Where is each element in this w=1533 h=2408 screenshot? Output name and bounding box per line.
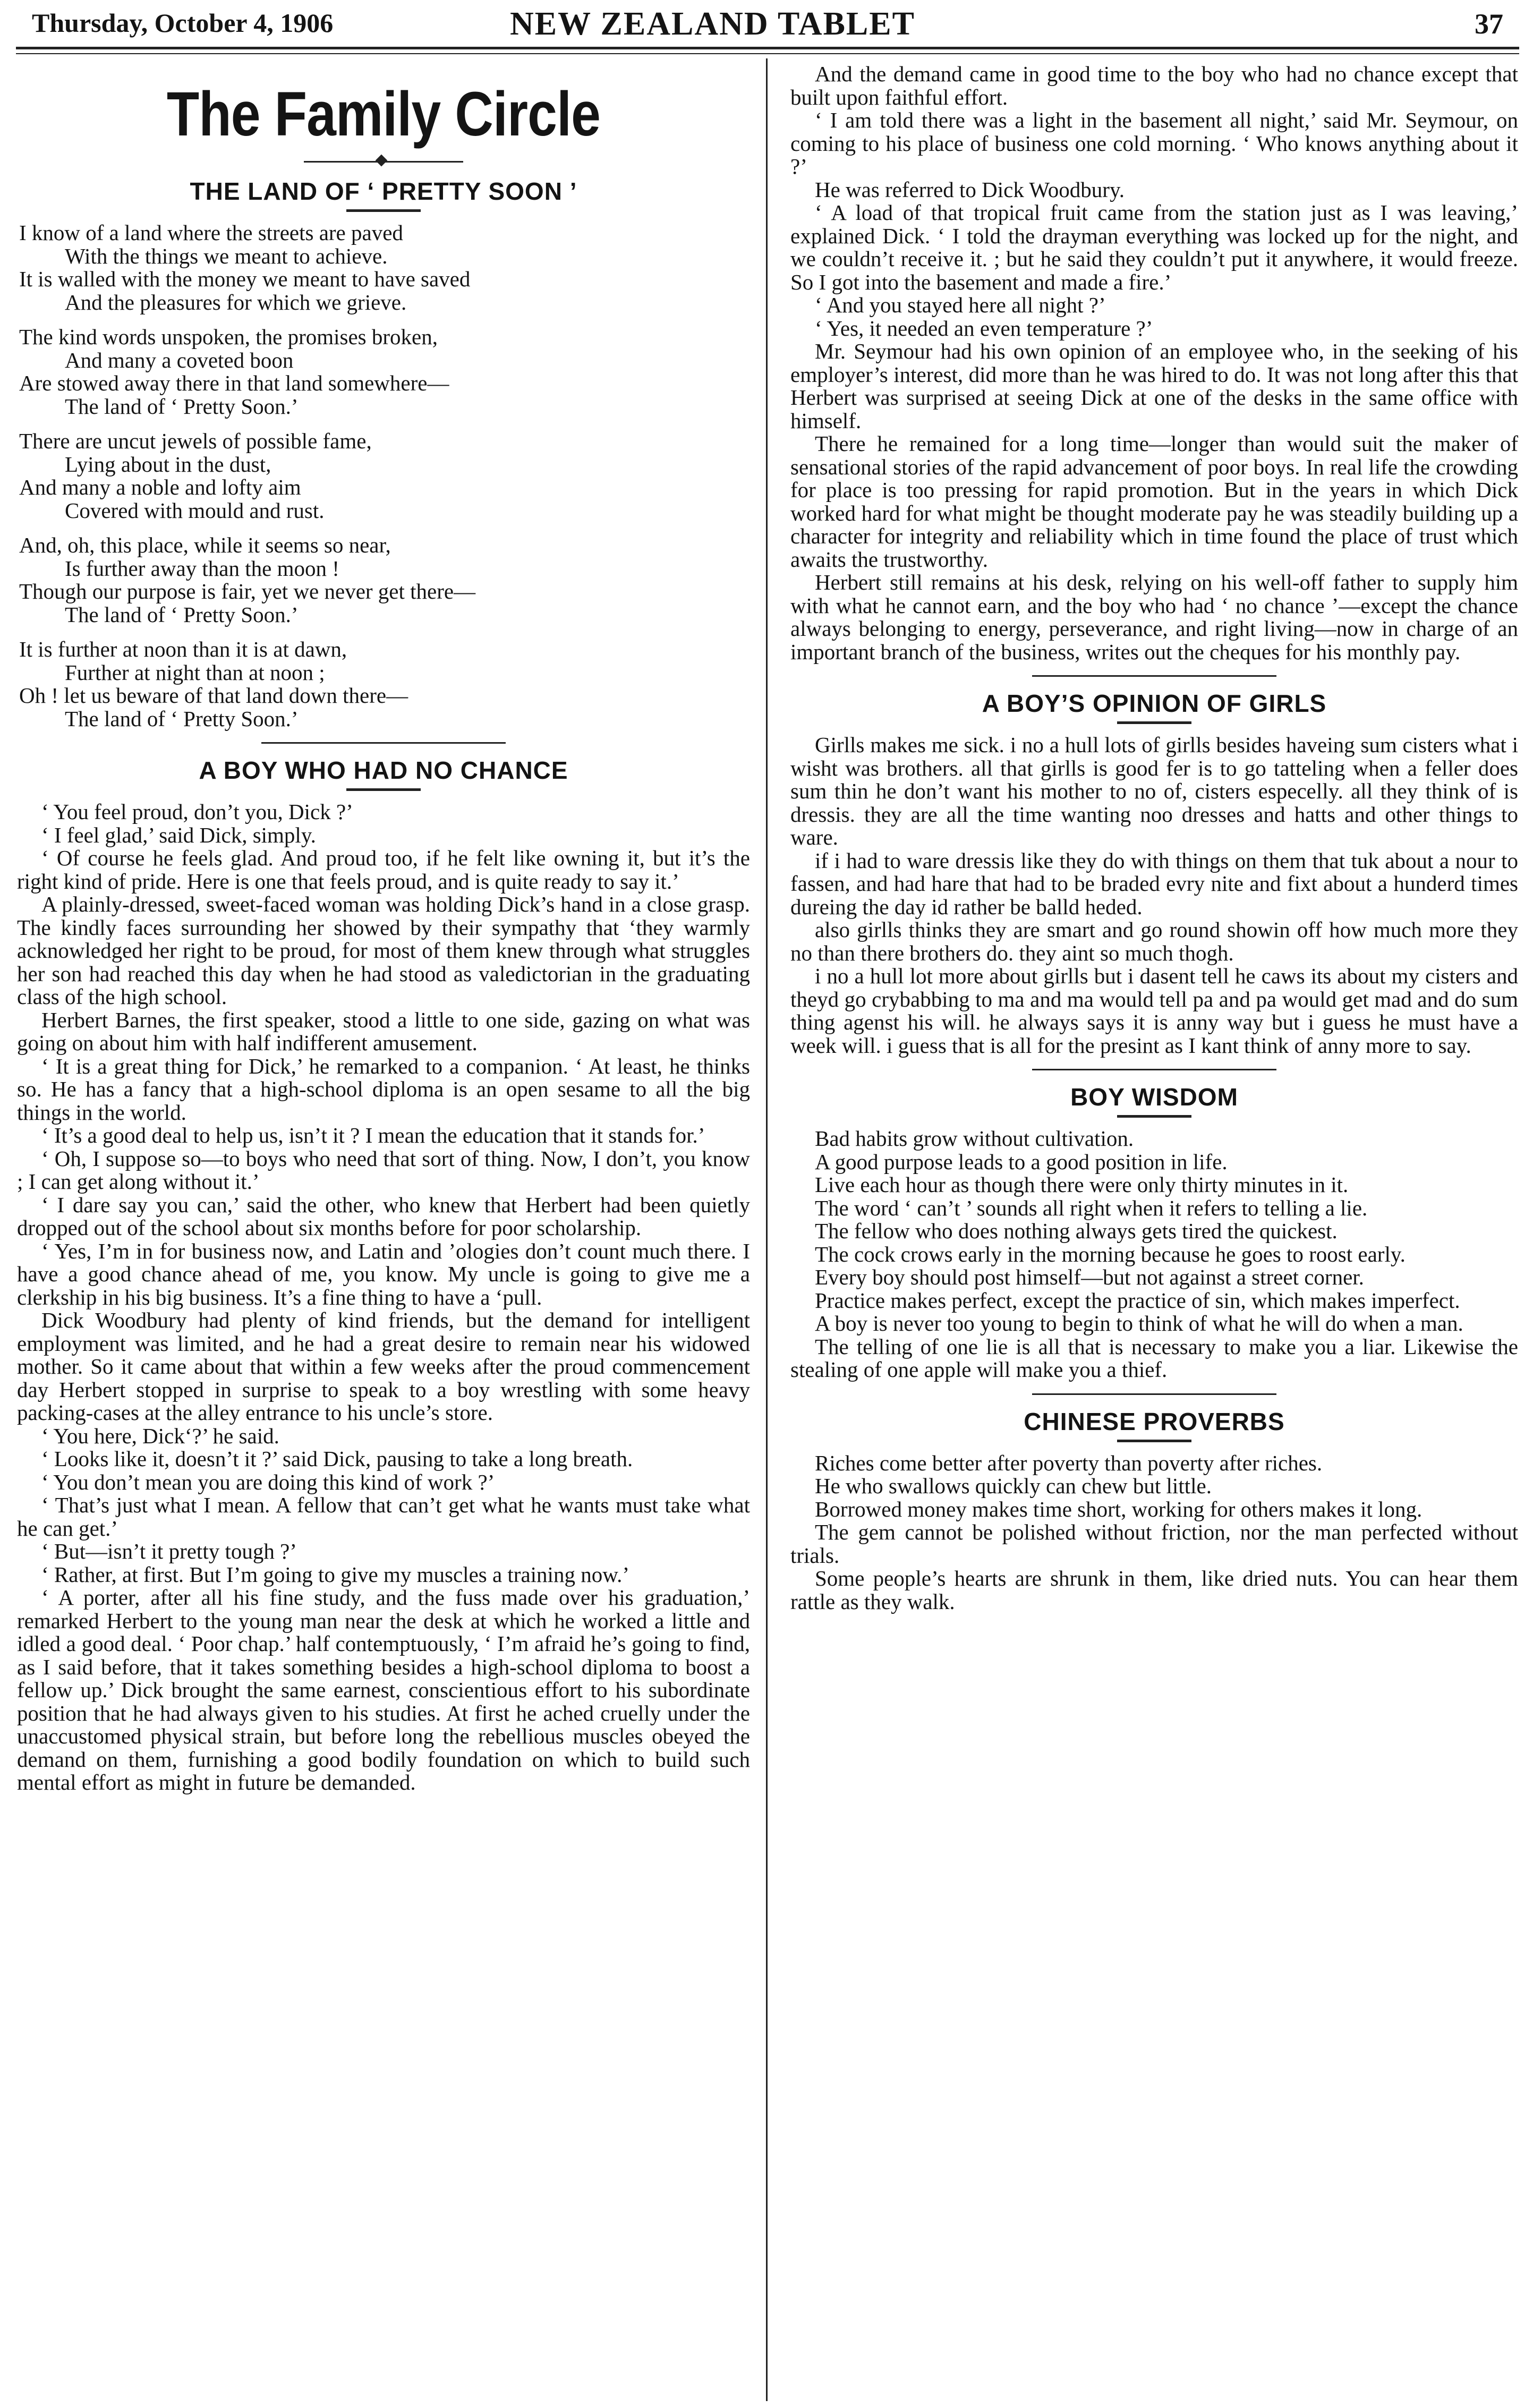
poem-line: Oh ! let us beware of that land down there— [19,683,408,708]
story-paragraph: ‘ Yes, I’m in for business now, and Latin and ’ologies don’t count much there. I have a good chance ahead of me, you know. My uncle is going to give me a clerkship in his big business. It’s a fine thing to have a ‘pull. [17,1238,750,1309]
story-paragraph: ‘ Of course he feels glad. And proud too, if he felt like owning it, but it’s the right kind of pride. Here is one that feels proud, and is quite ready to say it.’ [17,846,750,894]
poem-line: And many a coveted boon [65,347,294,372]
title-rule [1117,1440,1191,1442]
story-paragraph: ‘ But—isn’t it pretty tough ?’ [41,1539,297,1563]
wisdom-item: The word ‘ can’t ’ sounds all right when it refers to telling a lie. [815,1195,1368,1220]
proverb-item: Some people’s hearts are shrunk in them, like dried nuts. You can hear them rattle as they walk. [790,1566,1518,1614]
poem-line: Further at night than at noon ; [65,660,325,685]
section-divider [1032,1393,1276,1395]
story-paragraph: And the demand came in good time to the boy who had no chance except that built upon faithful effort. [790,62,1518,109]
title-rule [346,788,421,791]
poem-line: The land of ‘ Pretty Soon.’ [65,602,299,627]
poem-line: It is walled with the money we meant to have saved [19,267,471,291]
story-paragraph: ‘ Oh, I suppose so—to boys who need that sort of thing. Now, I don’t, you know ; I can get along without it.’ [17,1146,750,1194]
title-rule [1117,721,1191,724]
story-paragraph: ‘ Looks like it, doesn’t it ?’ said Dick, pausing to take a long breath. [41,1446,633,1471]
wisdom-item: Practice makes perfect, except the practice of sin, which makes imperfect. [815,1288,1460,1313]
story-paragraph: ‘ Rather, at first. But I’m going to give my muscles a training now.’ [41,1562,630,1587]
story-paragraph: A plainly-dressed, sweet-faced woman was holding Dick’s hand in a close grasp. The kindly faces surrounding her showed by their sympathy that ‘they warmly acknowledged her right to be proud, for most of them knew through what struggles her son had reached this day when he had stood as valedictorian in the graduating class of the high school. [17,892,750,1009]
poem-stanza [19,222,750,314]
story-paragraph: Dick Woodbury had plenty of kind friends, but the demand for intelligent employment was limited, and he had a great desire to remain near his widowed mother. So it came about that within a few weeks after the proud commencement day Herbert stopped in surprise to speak to a boy wrestling with some heavy packing-cases at the alley entrance to his uncle’s store. [17,1308,750,1425]
proverb-item: Riches come better after poverty than poverty after riches. [815,1450,1323,1475]
poem-line: Covered with mould and rust. [65,498,325,523]
story-paragraph: ‘ I dare say you can,’ said the other, who knew that Herbert had been quietly dropped out of the school about six months before for poor scholarship. [17,1192,750,1240]
story-paragraph: ‘ It is a great thing for Dick,’ he remarked to a companion. ‘ At least, he thinks so. He has a fancy that a high-school diploma is an open sesame to all the big things in the world. [17,1053,750,1125]
poem-line: Is further away than the moon ! [65,556,339,581]
poem-line: With the things we meant to achieve. [65,243,388,268]
poem-stanza [19,534,750,626]
story-paragraph: ‘ You feel proud, don’t you, Dick ?’ [41,799,353,824]
girls-paragraph: Girlls makes me sick. i no a hull lots of girlls besides haveing sum cisters what i wisht was brothers. all that girlls is good fer is to go tatteling when a feller does sum thin he don’t want his mother to no of, cisters especelly. all they think of is dressis. they are all the time wanting noo dresses and hatts and other things to ware. [790,733,1518,849]
story-paragraph: Herbert Barnes, the first speaker, stood a little to one side, gazing on what was going on about him with half indifferent amusement. [17,1007,750,1055]
poem-line: Lying about in the dust, [65,452,271,477]
story-paragraph: ‘ I feel glad,’ said Dick, simply. [41,822,316,847]
proverb-item: He who swallows quickly can chew but little. [815,1474,1212,1498]
poem-title: THE LAND OF ‘ PRETTY SOON ’ [190,177,577,205]
girls-paragraph: if i had to ware dressis like they do with things on them that tuk about a nour to fassen, and had hare that had to be braded evry nite and fixt about a hunderd times dureing the day id rather be balld heded. [790,848,1518,919]
girls-body [790,734,1518,1057]
right-column [790,63,1518,1613]
story-title: A BOY WHO HAD NO CHANCE [199,756,568,784]
story-paragraph: ‘ And you stayed here all night ?’ [815,293,1106,317]
title-rule [1117,1115,1191,1118]
story-paragraph: ‘ You don’t mean you are doing this kind of work ?’ [41,1469,495,1494]
wisdom-title: BOY WISDOM [1070,1083,1238,1111]
newspaper-title: NEW ZEALAND TABLET [510,6,915,42]
proverbs-list [790,1452,1518,1614]
poem-stanza [19,326,750,418]
column-divider [766,58,768,2401]
story-paragraph: ‘ It’s a good deal to help us, isn’t it ? I mean the education that it stands for.’ [41,1123,705,1147]
wisdom-item: The cock crows early in the morning because he goes to roost early. [815,1241,1406,1266]
poem-line: The kind words unspoken, the promises broken, [19,325,438,349]
issue-date: Thursday, October 4, 1906 [32,8,334,38]
story-paragraph: ‘ That’s just what I mean. A fellow that can’t get what he wants must take what he can get.’ [17,1493,750,1541]
page-header [32,7,1503,41]
section-divider [261,742,506,744]
masthead-ornament [17,156,750,167]
section-masthead: The Family Circle [166,79,601,149]
girls-paragraph: i no a hull lot more about girlls but i dasent tell he caws its about my cisters and theyd go crybabbing to ma and ma would tell pa and pa would get mad and do sum thing agenst his will. he always says it is anny way but i guess he must have a week will. i guess that is all for the presint as I kant think of anny more to say. [790,964,1518,1058]
story-paragraph: Herbert still remains at his desk, relying on his well-off father to supply him with what he cannot earn, and the boy who had ‘ no chance ’—except the chance always belonging to energy, perseverance, and right living—now in charge of an important branch of the business, writes out the cheques for his monthly pay. [790,570,1518,664]
proverb-item: The gem cannot be polished without friction, nor the man perfected without trials. [790,1520,1518,1568]
poem-line: And, oh, this place, while it seems so near, [19,533,391,557]
wisdom-item: A good purpose leads to a good position in life. [815,1149,1228,1174]
poem-stanza [19,638,750,730]
header-rule-thin [16,53,1519,54]
poem-line: I know of a land where the streets are paved [19,220,403,245]
poem-stanza [19,430,750,522]
girls-paragraph: also girlls thinks they are smart and go round showin off how much more they no than there brothers do. they aint so much thogh. [790,917,1518,965]
story-paragraph: ‘ You here, Dick‘?’ he said. [41,1423,279,1448]
poem-line: And many a noble and lofty aim [19,475,301,499]
proverb-item: Borrowed money makes time short, working for others makes it long. [815,1496,1423,1521]
story-body-right [790,63,1518,663]
wisdom-item: A boy is never too young to begin to think of what he will do when a man. [815,1311,1463,1335]
poem-line: And the pleasures for which we grieve. [65,290,407,314]
wisdom-item: Live each hour as though there were only thirty minutes in it. [815,1172,1349,1197]
wisdom-list [790,1127,1518,1382]
title-rule [346,209,421,212]
wisdom-item: The fellow who does nothing always gets tired the quickest. [815,1219,1338,1243]
proverbs-title: CHINESE PROVERBS [1024,1407,1285,1435]
story-paragraph: ‘ A porter, after all his fine study, and the fuss made over his graduation,’ remarked Herbert to the young man near the desk at which he worked a little and idled a good deal. ‘ Poor chap.’ half contemptuously, ‘ I’m afraid he’s going to find, as I said before, that it takes something besides a high-school diploma to boost a fellow up.’ Dick brought the same earnest, conscientious effort to his subordinate position that he had always given to his studies. At first he ached cruelly under the unaccustomed physical strain, but before long the rebellious muscles obeyed the demand on them, furnishing a good bodily foundation on which to build such mental effort as might in future be demanded. [17,1585,750,1794]
wisdom-item: The telling of one lie is all that is necessary to make you a liar. Likewise the stealing of one apple will make you a thief. [790,1334,1518,1382]
story-paragraph: ‘ Yes, it needed an even temperature ?’ [815,316,1153,341]
story-body-left [17,801,750,1794]
poem-line: Though our purpose is fair, yet we never get there— [19,579,476,603]
page-number: 37 [1475,8,1503,40]
header-rule [16,47,1519,49]
wisdom-item: Bad habits grow without cultivation. [815,1126,1134,1151]
wisdom-item: Every boy should post himself—but not against a street corner. [815,1265,1364,1289]
story-paragraph: He was referred to Dick Woodbury. [815,177,1125,202]
poem-line: Are stowed away there in that land somewhere— [19,371,449,395]
poem-line: The land of ‘ Pretty Soon.’ [65,706,299,731]
poem [19,222,750,730]
section-divider [1032,1069,1276,1070]
girls-title: A BOY’S OPINION OF GIRLS [982,690,1327,717]
poem-line: It is further at noon than it is at dawn, [19,637,347,661]
poem-line: The land of ‘ Pretty Soon.’ [65,394,299,419]
left-column [17,63,750,1794]
poem-line: There are uncut jewels of possible fame, [19,429,372,453]
story-paragraph: There he remained for a long time—longer than would suit the maker of sensational stories of the rapid advancement of poor boys. In real life the crowding for place is too pressing for rapid promotion. But in the years in which Dick worked hard for what might be thought moderate pay he was steadily building up a character for integrity and reliability which in time found the place of trust which awaits the trustworthy. [790,431,1518,572]
section-divider [1032,675,1276,677]
story-paragraph: ‘ I am told there was a light in the basement all night,’ said Mr. Seymour, on coming to his place of business one cold morning. ‘ Who knows anything about it ?’ [790,108,1518,178]
story-paragraph: Mr. Seymour had his own opinion of an employee who, in the seeking of his employer’s interest, did more than he was hired to do. It was not long after this that Herbert was surprised at seeing Dick at one of the desks in the same office with himself. [790,339,1518,433]
story-paragraph: ‘ A load of that tropical fruit came from the station just as I was leaving,’ explained Dick. ‘ I told the drayman everything was locked up for the night, and we couldn’t receive it. ; but he said they couldn’t put it anywhere, it would freeze. So I got into the basement and made a fire.’ [790,200,1518,294]
